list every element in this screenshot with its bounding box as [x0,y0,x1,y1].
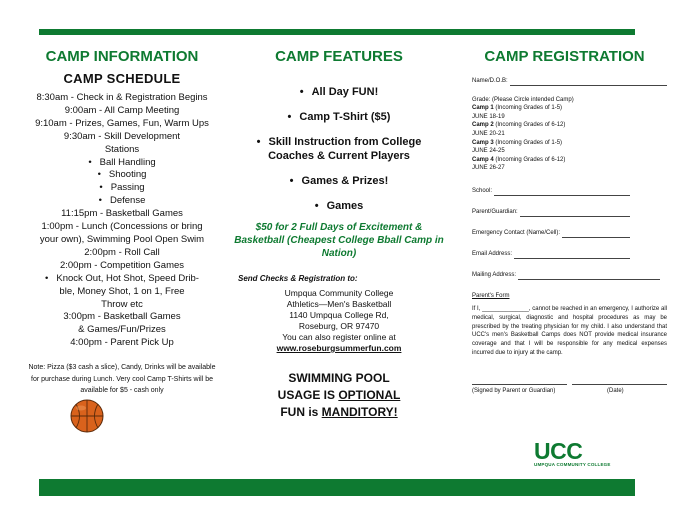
camp-dates: JUNE 20-21 [472,130,505,137]
form-field-row [472,187,630,196]
camp-option[interactable] [472,121,667,130]
name-label: Name/D.O.B: [472,78,508,84]
contact-fields [472,187,667,280]
price-promo: $50 for 2 Full Days of Excitement & Basketball (Cheapest College Bball Camp in Nation) [234,222,444,259]
camp-options [472,104,667,173]
schedule-item: 1:00pm - Lunch (Concessions or bring [41,221,203,233]
camp-name: Camp 1 [472,105,494,112]
ucc-logo-text: UCC [534,438,583,464]
form-field-input[interactable] [518,272,660,280]
schedule-item: ble, Money Shot, 1 on 1, Free [59,285,185,297]
schedule-item: • Knock Out, Hot Shot, Speed Drib- [27,273,217,286]
schedule-item: • Ball Handling [27,157,217,170]
schedule-item: • Passing [27,182,217,195]
signature-input[interactable] [472,384,567,385]
form-field-input[interactable] [514,251,630,259]
form-field-row [472,271,660,280]
camp-registration-heading: CAMP REGISTRATION [484,48,645,65]
schedule-item: Throw etc [101,298,143,310]
schedule-item: 2:00pm - Roll Call [84,246,160,258]
schedule-list [27,92,217,350]
schedule-item: 8:30am - Check in & Registration Begins [36,92,208,103]
form-field-row [472,250,630,259]
address-line: Athletics—Men's Basketball [286,299,392,309]
name-dob-input[interactable] [510,78,667,86]
date-input[interactable] [572,384,667,385]
camp-schedule-title: CAMP SCHEDULE [63,71,181,86]
pool-line-2-text: USAGE IS [277,388,339,402]
form-field-row [472,229,630,238]
address-line: Umpqua Community College [284,288,394,298]
feature-item: • Games [233,199,445,213]
address-line: 1140 Umpqua College Rd, [289,310,389,320]
schedule-item: 9:10am - Prizes, Games, Fun, Warm Ups [35,117,209,129]
address-line: Roseburg, OR 97470 [298,321,380,331]
pool-line-3 [233,404,445,421]
pool-line-2 [233,387,445,404]
feature-item: • All Day FUN! [233,85,445,99]
schedule-item: 11:15pm - Basketball Games [61,208,183,220]
camp-registration-column [462,40,667,475]
camp-grades: (Incoming Grades of 6-12) [495,156,566,163]
camp-information-column [27,40,217,475]
camp-name: Camp 4 [472,156,494,163]
ucc-logo-subtitle: UMPQUA COMMUNITY COLLEGE [534,462,611,467]
camp-features-column [233,40,445,475]
form-field-label: School: [472,187,493,194]
schedule-item: & Games/Fun/Prizes [78,324,166,336]
form-field-input[interactable] [520,209,630,217]
ucc-logo [534,440,611,467]
schedule-item: 9:00am - All Camp Meeting [64,104,180,116]
feature-item: • Games & Prizes! [233,174,445,188]
schedule-item: Stations [104,143,140,155]
optional-text: OPTIONAL [338,388,401,402]
registration-form [472,77,667,395]
name-field-row [472,77,667,86]
schedule-item: 2:00pm - Competition Games [59,259,185,271]
schedule-item: 9:30am - Skill Development [63,130,181,142]
features-list [233,85,445,213]
mailing-address [233,288,445,354]
signature-lines [472,384,667,385]
send-checks-title: Send Checks & Registration to: [238,274,358,283]
signature-labels [472,387,667,396]
schedule-item: 4:00pm - Parent Pick Up [70,337,174,349]
form-field-label: Mailing Address: [472,272,517,279]
camp-name: Camp 2 [472,122,494,129]
form-field-label: Parent/Guardian: [472,209,518,216]
feature-item: • Skill Instruction from College Coaches & Current Players [233,135,445,163]
camp-option[interactable] [472,156,667,165]
schedule-item: • Defense [27,195,217,208]
form-field-row [472,208,630,217]
camp-option[interactable] [472,104,667,113]
concessions-note: Note: Pizza ($3 cash a slice), Candy, Drinks will be available for purchase during Lunch. Very cool Camp T-Shirts will be available for $5 - cash only [28,364,216,395]
bottom-green-bar [39,479,635,496]
camp-features-heading: CAMP FEATURES [275,48,403,65]
schedule-item: • Shooting [27,169,217,182]
registration-url-link[interactable]: www.roseburgsummerfun.com [276,343,402,353]
camp-dates: JUNE 26-27 [472,165,505,172]
camp-dates: JUNE 24-25 [472,148,505,155]
camp-option[interactable] [472,139,667,148]
schedule-item: your own), Swimming Pool Open Swim [39,233,205,245]
signature-label: (Signed by Parent or Guardian) [472,387,556,394]
date-label: (Date) [607,387,624,394]
address-line: You can also register online at [282,332,396,342]
form-field-input[interactable] [562,230,630,238]
form-field-input[interactable] [494,188,630,196]
camp-information-heading: CAMP INFORMATION [45,48,199,65]
form-field-label: Email Address: [472,251,513,258]
basketball-icon [70,399,104,433]
feature-item: • Camp T-Shirt ($5) [233,110,445,124]
pool-line-1: SWIMMING POOL [288,371,390,385]
form-field-label: Emergency Contact (Name/Cell): [472,230,561,237]
swimming-pool-notice [233,370,445,421]
consent-text: If I, ______________, cannot be reached in an emergency, I authorize all medical, surgical, diagnostic and hospital procedures as may be prescribed by the treating physician for my child. I also understand that UCC's men's Basketball Camps does NOT provide medical insurance coverage and that I will be responsible for any medical expenses incurred due to injury at the camp. [472,306,667,356]
schedule-item: 3:00pm - Basketball Games [63,311,181,323]
camp-grades: (Incoming Grades of 1-5) [495,139,563,146]
pool-line-3-text: FUN is [280,405,322,419]
manditory-text: MANDITORY! [321,405,398,419]
parents-form-title: Parent's Form [472,293,510,300]
camp-name: Camp 3 [472,139,494,146]
grade-label: Grade: (Please Circle intended Camp) [472,96,574,103]
camp-dates: JUNE 18-19 [472,113,505,120]
top-green-bar [39,29,635,35]
camp-grades: (Incoming Grades of 6-12) [495,122,566,129]
camp-grades: (Incoming Grades of 1-5) [495,105,563,112]
